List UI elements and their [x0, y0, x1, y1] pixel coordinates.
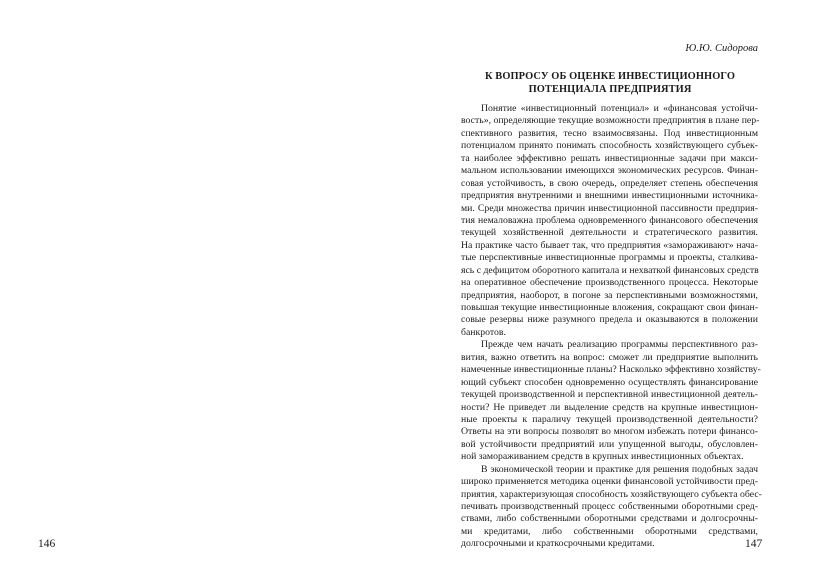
- body-line: мальном использовании имеющихся экономических ресурсов. Финан-: [461, 165, 758, 177]
- body-line: ясь с дефицитом оборотного капитала и нехваткой финансовых средств: [461, 264, 759, 276]
- body-line: тые перспективные инвестиционные программы и проекты, сталкива-: [461, 252, 758, 264]
- body-line: вой устойчивости предприятий или упущенной выгоды, обусловлен-: [461, 438, 758, 450]
- body-line: приятия, характеризующая способность хозяйствующего субъекта обес-: [461, 488, 762, 500]
- page-number-left: 146: [38, 538, 56, 550]
- article-title-line: ПОТЕНЦИАЛА ПРЕДПРИЯТИЯ: [528, 83, 692, 95]
- body-line: спективного развития, тесно взаимосвязаны. Под инвестиционным: [461, 127, 758, 139]
- body-line: ствами, либо собственными оборотными средствами и долгосрочны-: [461, 513, 758, 525]
- body-line: Прежде чем начать реализацию программы перспективного раз-: [481, 339, 758, 351]
- article-title-line: К ВОПРОСУ ОБ ОЦЕНКЕ ИНВЕСТИЦИОННОГО: [484, 71, 736, 82]
- body-line: ности? Не приведет ли выделение средств на крупные инвестицион-: [461, 401, 758, 413]
- right-page: [410, 0, 820, 579]
- page-number-right: 147: [745, 538, 763, 550]
- body-line: ные проекты к параличу текущей производственной деятельности?: [461, 413, 758, 425]
- running-head-author: Ю.Ю. Сидорова: [685, 43, 758, 54]
- body-line: потенциалом принято понимать способность хозяйствующего субъек-: [461, 140, 758, 152]
- body-line: текущей производственной и перспективной инвестиционной деятель-: [461, 389, 758, 401]
- body-line: вития, важно ответить на вопрос: сможет ли предприятие выполнить: [461, 351, 758, 363]
- body-line: ми кредитами, либо собственными оборотными средствами,: [461, 525, 758, 537]
- article-title: [460, 71, 760, 96]
- body-line: долгосрочными и краткосрочными кредитами.: [461, 538, 655, 550]
- body-line: совые резервы ниже разумного предела и оказываются в положении: [461, 314, 758, 326]
- article-body: [461, 103, 762, 551]
- body-line: печивать производственный процесс собственными оборотными сред-: [461, 501, 758, 512]
- body-line: повышая текущие инвестиционные вложения, сокращают свои финан-: [461, 302, 758, 313]
- body-line: На практике часто бывает так, что предприятия «замораживают» нача-: [461, 239, 758, 251]
- body-line: В экономической теории и практике для решения подобных задач: [481, 463, 758, 475]
- body-line: ной замораживанием средств в крупных инвестиционных объектах.: [461, 451, 744, 463]
- body-line: тия немаловажна проблема одновременного финансового обеспечения: [461, 214, 758, 226]
- body-line: текущей хозяйственной деятельности и стратегического развития.: [461, 227, 758, 239]
- body-line: Ответы на эти вопросы позволят во многом избежать потери финансо-: [461, 426, 758, 438]
- body-line: вость», определяющие текущие возможности предприятия в плане пер-: [461, 115, 760, 127]
- body-line: на оперативное обеспечение производственного процесса. Некоторые: [461, 277, 758, 289]
- body-line: намеченные инвестиционные планы? Насколько эффективно хозяйству-: [461, 364, 761, 376]
- body-line: предприятия внутренними и внешними инвестиционными источника-: [461, 190, 758, 202]
- body-line: предприятия, наоборот, в погоне за перспективными возможностями,: [461, 289, 758, 301]
- body-line: та наиболее эффективно решать инвестиционные задачи при макси-: [461, 152, 758, 164]
- body-line: Понятие «инвестиционный потенциал» и «финансовая устойчи-: [481, 103, 758, 114]
- body-line: банкротов.: [461, 326, 506, 338]
- body-line: совая устойчивость, в свою очередь, определяет степень обеспечения: [461, 177, 758, 189]
- body-line: широко применяется методика оценки финансовой устойчивости пред-: [461, 476, 758, 488]
- body-line: ми. Среди множества причин инвестиционной пассивности предприя-: [461, 202, 758, 214]
- body-line: ющий субъект способен одновременно осуществлять финансирование: [461, 376, 758, 388]
